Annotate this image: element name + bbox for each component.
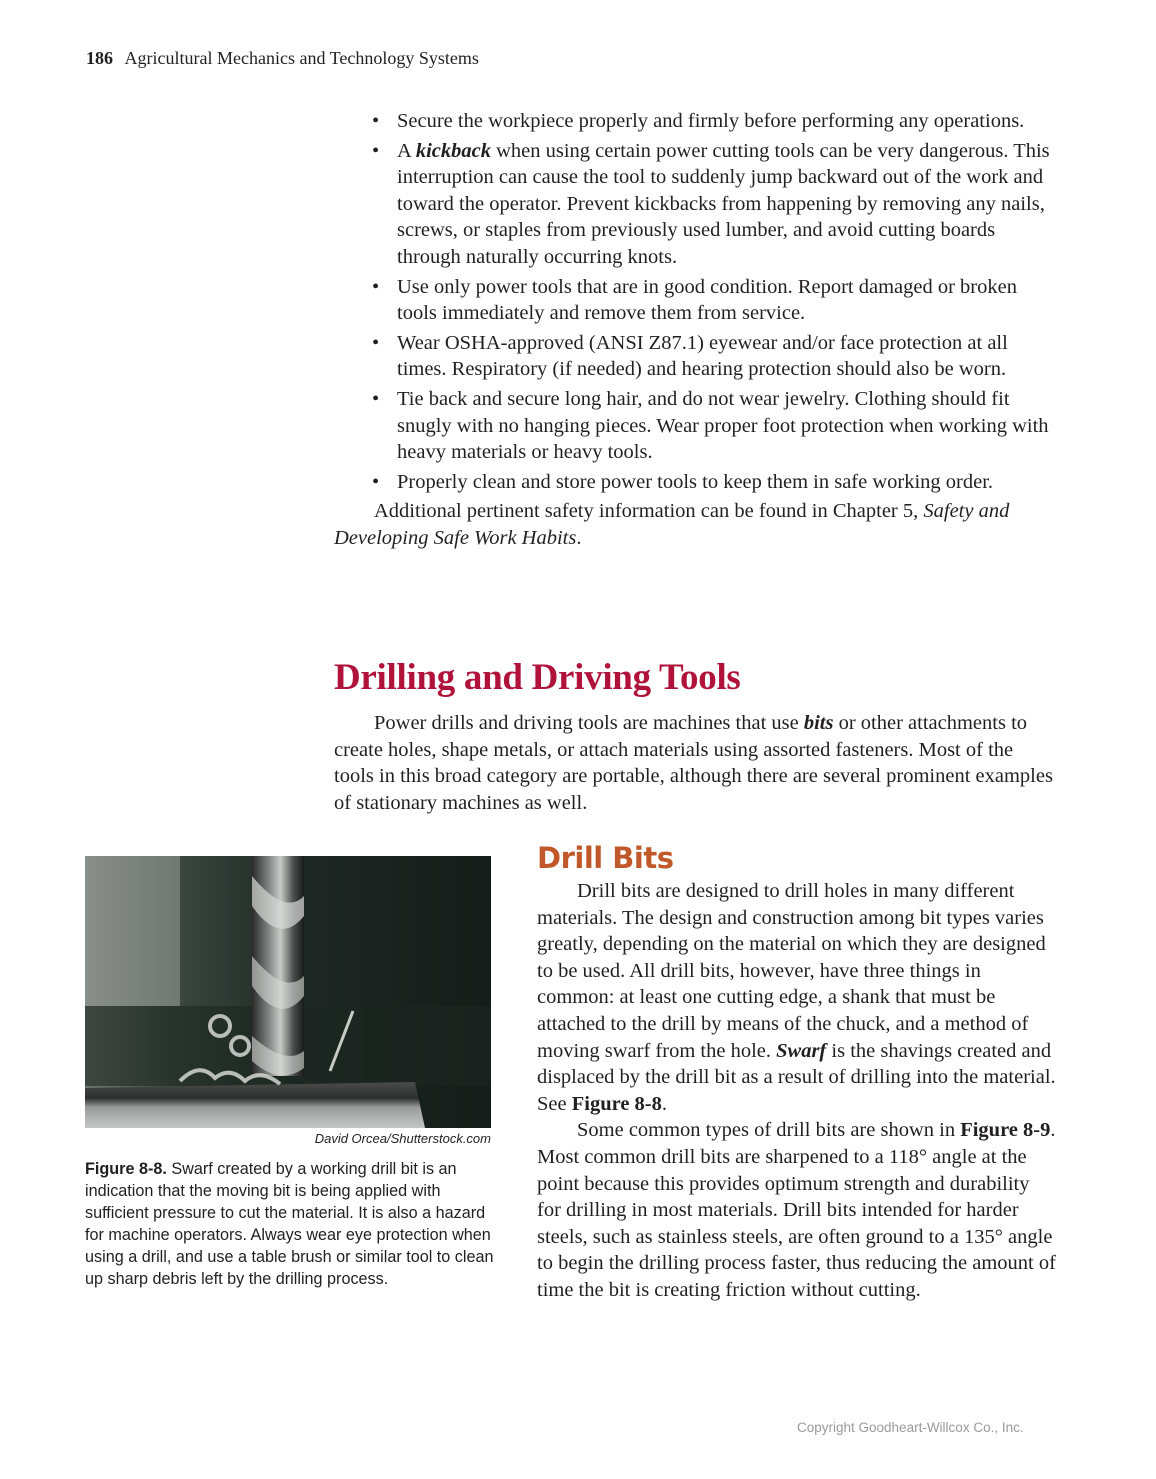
- list-item-text: A: [397, 139, 416, 162]
- list-item-text: when using certain power cutting tools can be very dangerous. This interruption can cause the tool to suddenly jump backward out of the work and toward the operator. Prevent kickbacks from happening by removing any nails, screws, or staples from previously used lumber, and avoid cutting boards through naturally occurring knots.: [397, 139, 1050, 268]
- drill-bits-paragraph-1: [537, 878, 1057, 1117]
- photo-credit: David Orcea/Shutterstock.com: [314, 1131, 491, 1146]
- figure-caption: [85, 1158, 495, 1290]
- drill-bits-subsection: [537, 840, 1057, 1304]
- drill-bits-paragraph-2: [537, 1117, 1057, 1303]
- paragraph-text: .: [576, 526, 582, 549]
- paragraph-text: .: [661, 1092, 668, 1115]
- figure-8-8-photo: [85, 856, 491, 1128]
- list-item-text: Secure the workpiece properly and firmly before performing any operations.: [397, 110, 1025, 132]
- bullet-icon: •: [372, 470, 380, 493]
- bullet-icon: •: [372, 110, 380, 132]
- figure-reference-link[interactable]: Figure 8-9: [960, 1119, 1051, 1142]
- intro-paragraph: [334, 710, 1054, 816]
- bullet-icon: •: [372, 275, 380, 298]
- paragraph-text: Some common types of drill bits are shown in: [577, 1119, 961, 1142]
- list-item: [334, 469, 1054, 496]
- key-term: kickback: [415, 139, 491, 162]
- subsection-heading: Drill Bits: [537, 841, 674, 875]
- subsection-body: [537, 878, 1057, 1304]
- paragraph-text: Power drills and driving tools are machines that use: [374, 712, 804, 734]
- paragraph-text: . Most common drill bits are sharpened to a 118° angle at the point because this provides optimum strength and durability for drilling in most materials. Drill bits intended for harder steels, such as stainless steels, are often ground to a 135° angle to begin the drilling process faster, thus reducing the amount of time the bit is creating friction without cutting.: [537, 1119, 1056, 1301]
- page-number: 186: [86, 48, 113, 68]
- caption-text: Swarf created by a working drill bit is an indication that the moving bit is being applied with sufficient pressure to cut the material. It is also a hazard for machine operators. Always wear eye protection when using a drill, and use a table brush or similar tool to clean up sharp debris left by the drilling process.: [85, 1160, 494, 1288]
- bullet-icon: •: [372, 387, 380, 410]
- list-item-text: Properly clean and store power tools to keep them in safe working order.: [397, 470, 994, 493]
- list-item: [334, 138, 1054, 271]
- drill-bit-photo-icon: [85, 856, 491, 1128]
- section-heading: Drilling and Driving Tools: [334, 657, 741, 698]
- list-item: [334, 108, 1054, 135]
- figure-label: Figure 8-8.: [85, 1160, 167, 1178]
- book-title: Agricultural Mechanics and Technology Systems: [124, 48, 479, 68]
- key-term: Swarf: [776, 1039, 827, 1062]
- key-term: bits: [803, 712, 834, 734]
- paragraph-text: Drill bits are designed to drill holes in many different materials. The design and construction among bit types varies greatly, depending on the material on which they are designed to be used. All drill bits, however, have three things in common: at least one cutting edge, a shank that must be attached to the drill by means of the chuck, and a method of moving swarf from the hole.: [537, 880, 1046, 1062]
- chapter-reference: Safety and Developing Safe Work Habits: [334, 500, 1010, 549]
- list-item-text: Tie back and secure long hair, and do not wear jewelry. Clothing should fit snugly with no hanging pieces. Wear proper foot protection when working with heavy materials or heavy tools.: [397, 387, 1049, 464]
- paragraph-text: or other attachments to create holes, shape metals, or attach materials using assorted fasteners. Most of the tools in this broad category are portable, although there are several prominent examples of stationary machines as well.: [334, 712, 1053, 814]
- safety-section: [334, 108, 1054, 552]
- figure-reference-link[interactable]: Figure 8-8: [571, 1092, 662, 1115]
- list-item: [334, 386, 1054, 466]
- copyright-footer: Copyright Goodheart-Willcox Co., Inc.: [797, 1420, 1024, 1435]
- running-header: [86, 48, 479, 69]
- list-item-text: Use only power tools that are in good condition. Report damaged or broken tools immediately and remove them from service.: [397, 275, 1017, 325]
- section-intro: [334, 710, 1054, 816]
- bullet-icon: •: [372, 331, 380, 354]
- paragraph-text: is the shavings created and displaced by the drill bit as a result of drilling into the material. See: [537, 1039, 1056, 1115]
- safety-bullet-list: [334, 108, 1054, 495]
- list-item-text: Wear OSHA-approved (ANSI Z87.1) eyewear and/or face protection at all times. Respiratory (if needed) and hearing protection should also be worn.: [397, 331, 1008, 381]
- paragraph-text: Additional pertinent safety information can be found in Chapter 5,: [374, 500, 924, 523]
- list-item: [334, 274, 1054, 327]
- bullet-icon: •: [372, 139, 380, 162]
- additional-safety-paragraph: [334, 498, 1054, 551]
- list-item: [334, 330, 1054, 383]
